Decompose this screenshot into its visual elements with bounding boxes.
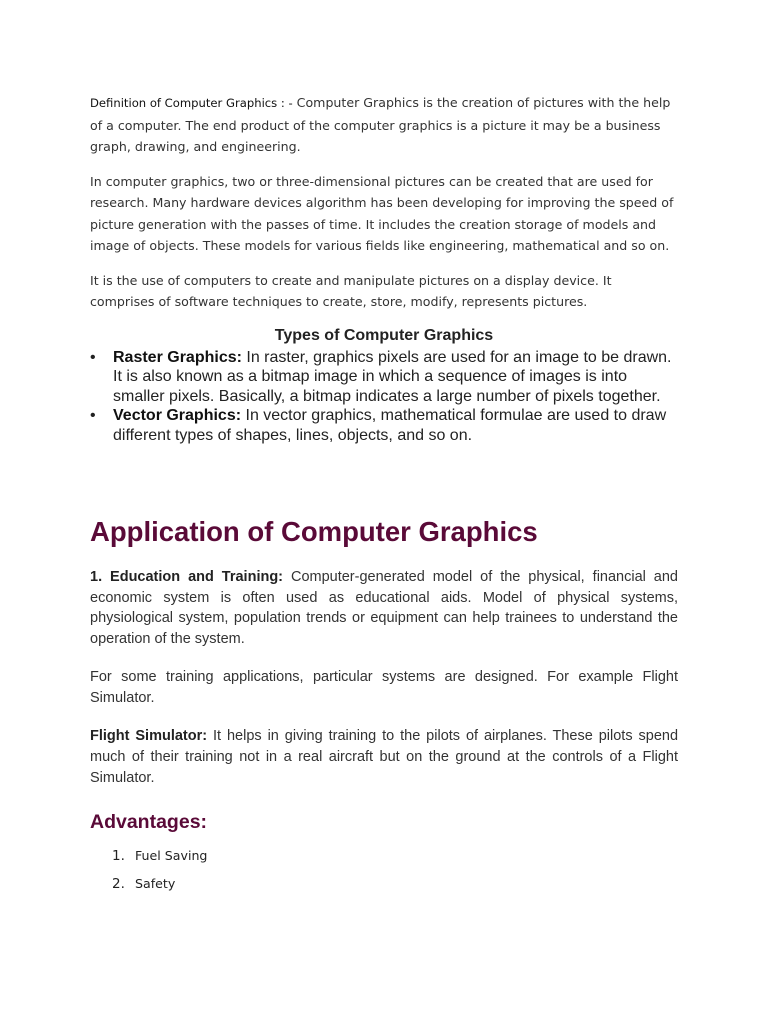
flight-simulator-paragraph xyxy=(90,726,678,788)
advantages-heading: Advantages: xyxy=(90,811,208,834)
advantages-item: Safety xyxy=(135,876,176,892)
definition-paragraph xyxy=(90,92,678,158)
document-page xyxy=(90,92,678,898)
advantages-item: Fuel Saving xyxy=(135,848,208,864)
types-heading: Types of Computer Graphics xyxy=(274,326,494,344)
types-item-text: In vector graphics, mathematical formulae are used to draw different types of shapes, lines, objects, and so on. xyxy=(113,407,667,444)
types-item-vector xyxy=(90,406,678,445)
advantages-list xyxy=(90,842,678,898)
flight-simulator-term: Flight Simulator: xyxy=(90,728,208,745)
flight-simulator-text: It helps in giving training to the pilots of airplanes. These pilots spend much of their training not in a real aircraft but on the ground at the controls of a Flight Simulator. xyxy=(90,728,679,786)
definition-text: Computer Graphics is the creation of pictures with the help of a computer. The end product of the computer graphics is a picture it may be a business graph, drawing, and engineering. xyxy=(90,95,671,154)
education-term: 1. Education and Training: xyxy=(90,569,284,585)
training-paragraph: For some training applications, particular systems are designed. For example Flight Simulator. xyxy=(90,668,678,706)
types-list xyxy=(90,348,678,446)
education-text: Computer-generated model of the physical, financial and economic system is often used as educational aids. Model of physical systems, physiological system, population trends or equipment can help trainees to understand the operation of the system. xyxy=(90,569,678,648)
intro-paragraph-2: In computer graphics, two or three-dimensional pictures can be created that are used for research. Many hardware devices algorithm has been developing for improving the speed of picture generation with the passes of time. It includes the creation storage of models and image of objects. These models for various fields like engineering, mathematical and so on. xyxy=(90,173,674,253)
application-heading: Application of Computer Graphics xyxy=(90,516,538,547)
definition-term: Definition of Computer Graphics : - xyxy=(90,96,293,110)
types-item-raster xyxy=(90,348,678,407)
education-paragraph xyxy=(90,567,678,650)
types-item-term: Vector Graphics: xyxy=(113,407,242,424)
intro-paragraph-3: It is the use of computers to create and manipulate pictures on a display device. It comprises of software techniques to create, store, modify, represents pictures. xyxy=(90,272,612,309)
types-item-text: In raster, graphics pixels are used for an image to be drawn. It is also known as a bitmap image in which a sequence of images is into smaller pixels. Basically, a bitmap indicates a large number of pixels together. xyxy=(113,348,672,405)
types-item-term: Raster Graphics: xyxy=(113,348,242,366)
